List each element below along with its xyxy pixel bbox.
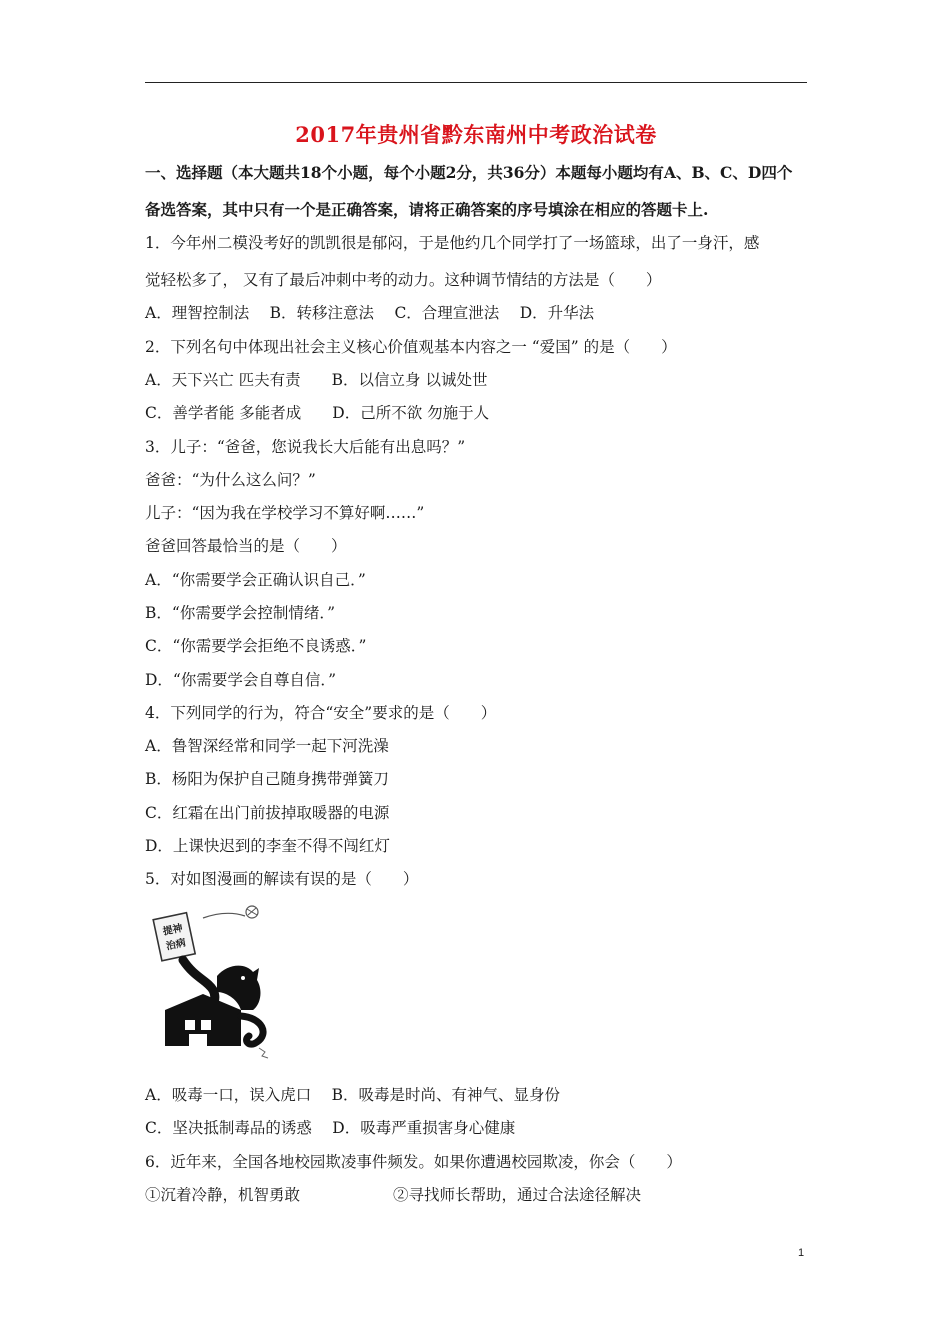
page-number: 1 — [798, 1247, 805, 1259]
q3-dad-line: 爸爸：“为什么这么问？” — [145, 471, 316, 489]
q3-option-a: A．“你需要学会正确认识自己．” — [145, 571, 366, 589]
q5-options-cd: C．坚决抵制毒品的诱惑 D．吸毒严重损害身心健康 — [145, 1119, 516, 1137]
svg-text:治病: 治病 — [165, 937, 187, 953]
section-heading-line-1: 一、选择题（本大题共18个小题，每个小题2分，共36分）本题每小题均有A、B、C、D四个 — [145, 163, 793, 182]
page-title: 2017年贵州省黔东南州中考政治试卷 — [295, 122, 657, 147]
q4-option-d: D．上课快迟到的李奎不得不闯红灯 — [145, 837, 390, 855]
q3-son-line: 儿子：“因为我在学校学习不算好啊……” — [145, 504, 425, 522]
q3-stem: 3．儿子：“爸爸，您说我长大后能有出息吗？” — [145, 438, 466, 456]
q4-option-a: A．鲁智深经常和同学一起下河洗澡 — [145, 737, 389, 755]
q1-options: A．理智控制法 B．转移注意法 C．合理宣泄法 D．升华法 — [145, 304, 595, 322]
drug-cartoon-image — [145, 898, 285, 1063]
q3-option-b: B．“你需要学会控制情绪．” — [145, 604, 335, 622]
q1-stem-line-2: 觉轻松多了， 又有了最后冲刺中考的动力。这种调节情结的方法是（ ） — [145, 271, 662, 289]
q1-stem-line-1: 1．今年州二模没考好的凯凯很是郁闷，于是他约几个同学打了一场篮球，出了一身汗，感 — [145, 234, 760, 252]
q2-options-ab: A．天下兴亡 匹夫有责 B．以信立身 以诚处世 — [145, 371, 488, 389]
q5-stem: 5．对如图漫画的解读有误的是（ ） — [145, 870, 419, 888]
q3-option-c: C．“你需要学会拒绝不良诱惑．” — [145, 637, 367, 655]
q2-stem: 2．下列名句中体现出社会主义核心价值观基本内容之一 “爱国” 的是（ ） — [145, 338, 677, 356]
header-rule — [145, 82, 807, 83]
q2-options-cd: C．善学者能 多能者成 D．己所不欲 勿施于人 — [145, 404, 490, 422]
q4-option-c: C．红霜在出门前拔掉取暖器的电源 — [145, 804, 390, 822]
q3-ask: 爸爸回答最恰当的是（ ） — [145, 537, 347, 555]
q6-stem: 6．近年来，全国各地校园欺凌事件频发。如果你遭遇校园欺凌，你会（ ） — [145, 1153, 682, 1171]
q3-option-d: D．“你需要学会自尊自信．” — [145, 671, 337, 689]
q4-option-b: B．杨阳为保护自己随身携带弹簧刀 — [145, 770, 389, 788]
q5-options-ab: A．吸毒一口，误入虎口 B．吸毒是时尚、有神气、显身份 — [145, 1086, 561, 1104]
section-heading-line-2: 备选答案，其中只有一个是正确答案，请将正确答案的序号填涂在相应的答题卡上. — [145, 200, 709, 219]
cartoon-sign-text: 提神 — [161, 922, 184, 938]
q6-options-1-2: ①沉着冷静，机智勇敢 ②寻找师长帮助，通过合法途径解决 — [145, 1186, 642, 1204]
q4-stem: 4．下列同学的行为，符合“安全”要求的是（ ） — [145, 704, 497, 722]
